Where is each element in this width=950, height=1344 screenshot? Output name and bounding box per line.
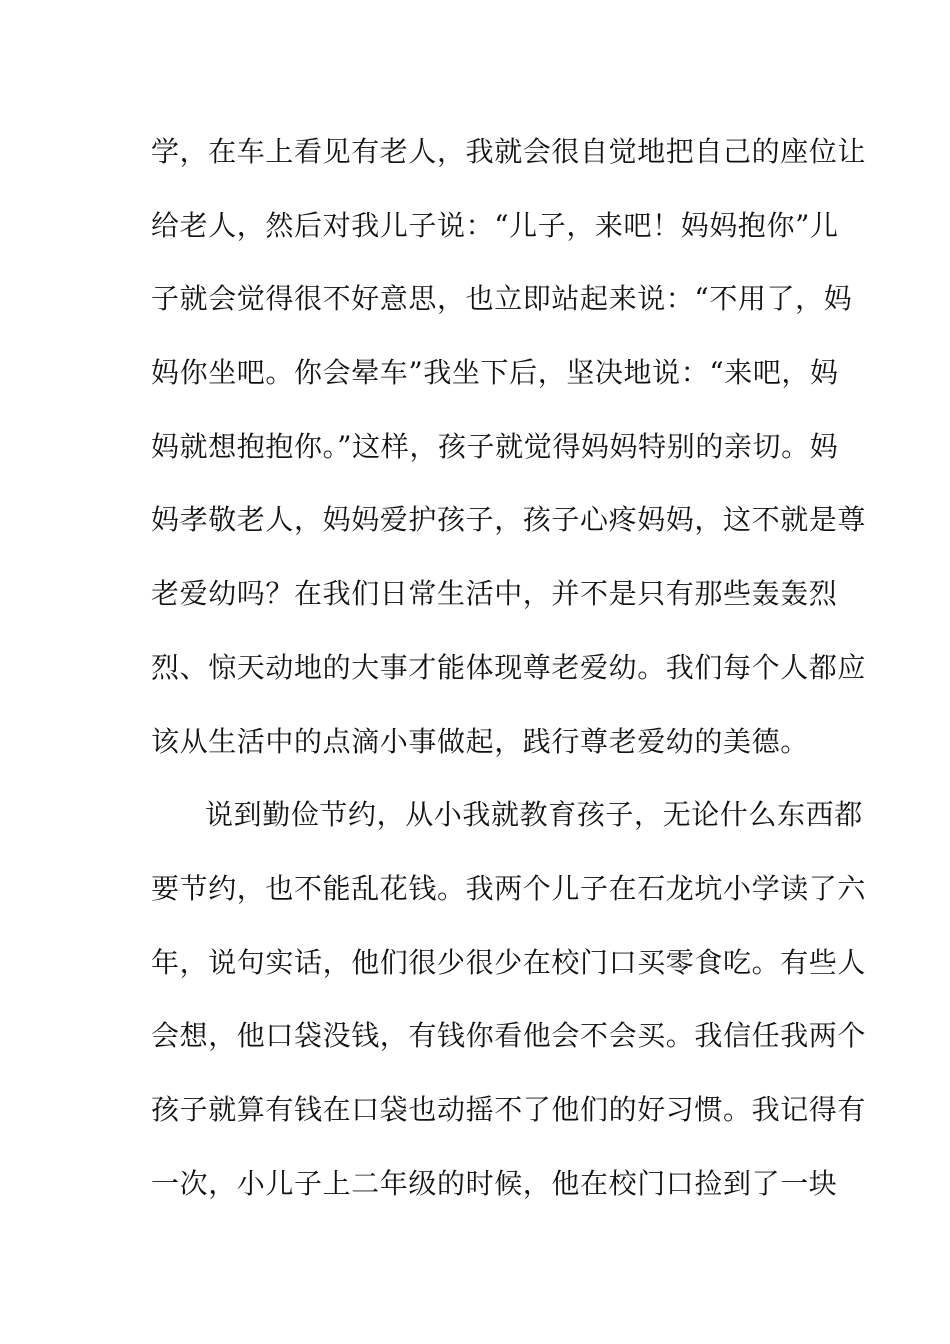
paragraph-start-line: 说到勤俭节约，从小我就教育孩子，无论什么东西都 — [205, 798, 863, 832]
text-line: 要节约，也不能乱花钱。我两个儿子在石龙坑小学读了六 — [151, 871, 867, 905]
body-text — [151, 127, 867, 1232]
text-line: 老爱幼吗？在我们日常生活中，并不是只有那些轰轰烈 — [151, 577, 838, 611]
text-line: 给老人，然后对我儿子说：“儿子，来吧！妈妈抱你”儿 — [151, 208, 839, 242]
text-line: 孩子就算有钱在口袋也动摇不了他们的好习惯。我记得有 — [151, 1092, 867, 1126]
text-line: 妈你坐吧。你会晕车”我坐下后，坚决地说：“来吧，妈 — [151, 356, 839, 390]
text-line: 妈就想抱抱你。”这样，孩子就觉得妈妈特别的亲切。妈 — [151, 429, 839, 463]
text-line: 妈孝敬老人，妈妈爱护孩子，孩子心疼妈妈，这不就是尊 — [151, 503, 867, 537]
text-line: 年，说句实话，他们很少很少在校门口买零食吃。有些人 — [151, 945, 867, 979]
text-line: 一次，小儿子上二年级的时候，他在校门口捡到了一块 — [151, 1166, 838, 1200]
text-line: 会想，他口袋没钱，有钱你看他会不会买。我信任我两个 — [151, 1019, 867, 1053]
text-line: 学，在车上看见有老人，我就会很自觉地把自己的座位让 — [151, 135, 867, 168]
text-line: 该从生活中的点滴小事做起，践行尊老爱幼的美德。 — [151, 724, 809, 758]
text-line: 烈、惊天动地的大事才能体现尊老爱幼。我们每个人都应 — [151, 650, 867, 684]
text-line: 子就会觉得很不好意思，也立即站起来说：“不用了，妈 — [151, 282, 853, 316]
